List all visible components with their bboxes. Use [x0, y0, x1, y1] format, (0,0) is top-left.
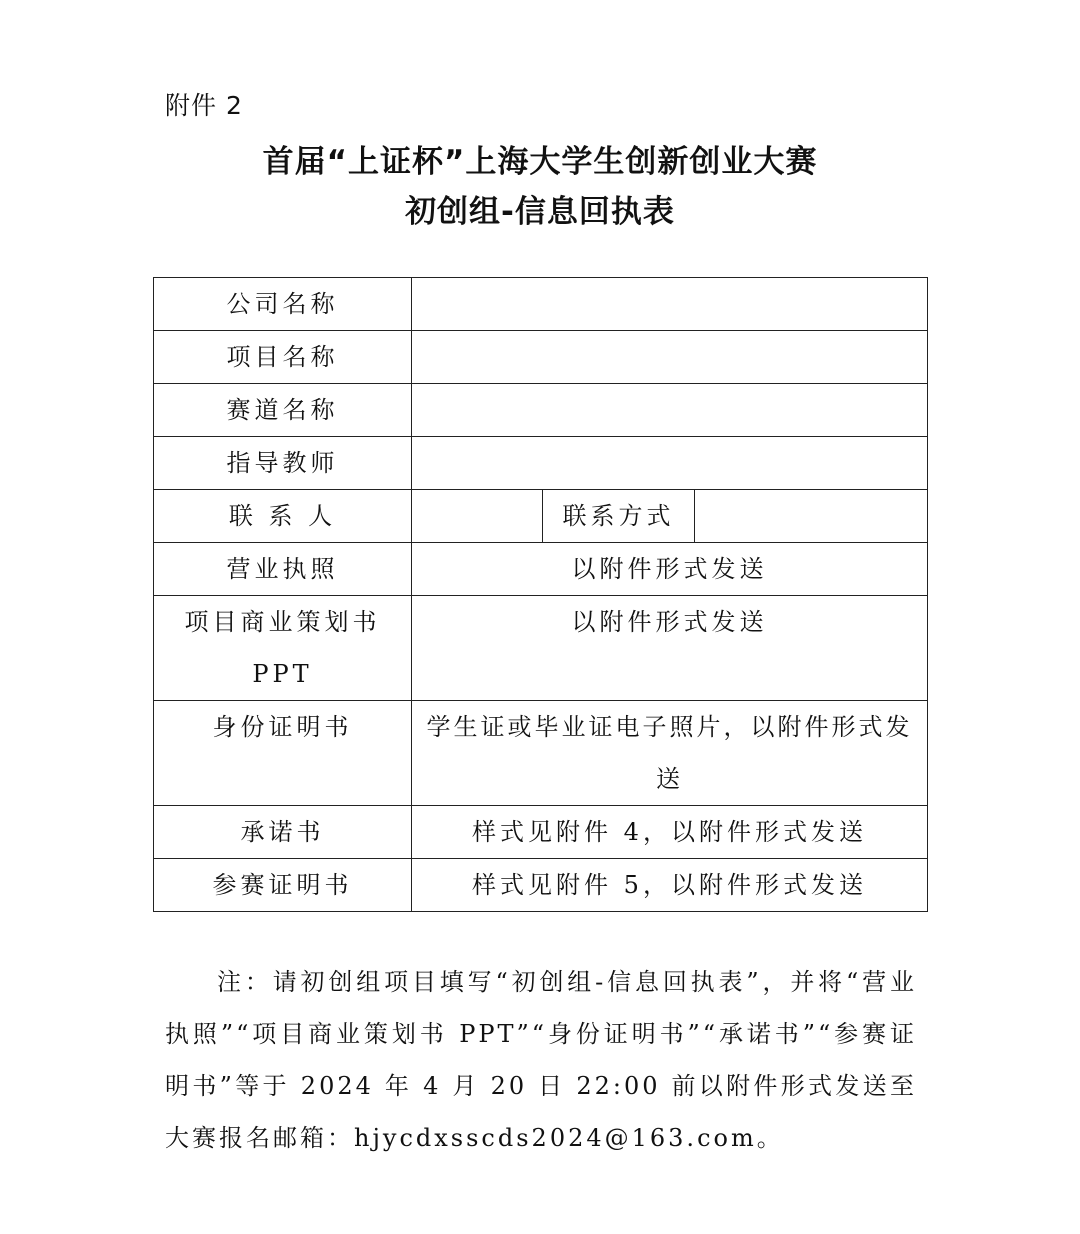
document-subtitle: 初创组-信息回执表: [405, 194, 675, 230]
business-license-label: 营业执照: [154, 543, 412, 596]
business-plan-label-line1: 项目商业策划书: [184, 608, 381, 636]
identity-label: 身份证明书: [154, 701, 412, 806]
participation-value: 样式见附件 5，以附件形式发送: [412, 859, 928, 912]
advisor-label: 指导教师: [154, 437, 412, 490]
commitment-label: 承诺书: [154, 806, 412, 859]
info-receipt-form: [153, 277, 928, 912]
company-name-field[interactable]: [412, 278, 928, 331]
row-track-name: [154, 384, 928, 437]
row-contact: [154, 490, 928, 543]
contact-method-field[interactable]: [695, 490, 928, 543]
document-title: 首届“上证杯”上海大学生创新创业大赛: [262, 144, 818, 180]
business-license-value: 以附件形式发送: [412, 543, 928, 596]
row-identity: [154, 701, 928, 806]
row-commitment: [154, 806, 928, 859]
row-company-name: [154, 278, 928, 331]
commitment-value: 样式见附件 4，以附件形式发送: [412, 806, 928, 859]
track-name-label: 赛道名称: [154, 384, 412, 437]
company-name-label: 公司名称: [154, 278, 412, 331]
business-plan-value: 以附件形式发送: [412, 596, 928, 701]
attachment-label: 附件 2: [165, 91, 243, 120]
project-name-label: 项目名称: [154, 331, 412, 384]
business-plan-label: [154, 596, 412, 701]
row-business-plan: [154, 596, 928, 701]
contact-person-field[interactable]: [412, 490, 543, 543]
track-name-field[interactable]: [412, 384, 928, 437]
submission-note: 注：请初创组项目填写“初创组-信息回执表”，并将“营业执照”“项目商业策划书 PPT”“身份证明书”“承诺书”“参赛证明书”等于 2024 年 4 月 20 日 22:00 前以附件形式发送至大赛报名邮箱：hjycdxsscds2024@163.com。: [165, 968, 917, 1152]
project-name-field[interactable]: [412, 331, 928, 384]
business-plan-label-line2: PPT: [252, 660, 313, 688]
row-advisor: [154, 437, 928, 490]
row-business-license: [154, 543, 928, 596]
contact-person-label: 联 系 人: [154, 490, 412, 543]
contact-method-label: 联系方式: [543, 490, 695, 543]
row-project-name: [154, 331, 928, 384]
identity-value: 学生证或毕业证电子照片，以附件形式发送: [412, 701, 928, 806]
participation-label: 参赛证明书: [154, 859, 412, 912]
advisor-field[interactable]: [412, 437, 928, 490]
row-participation: [154, 859, 928, 912]
